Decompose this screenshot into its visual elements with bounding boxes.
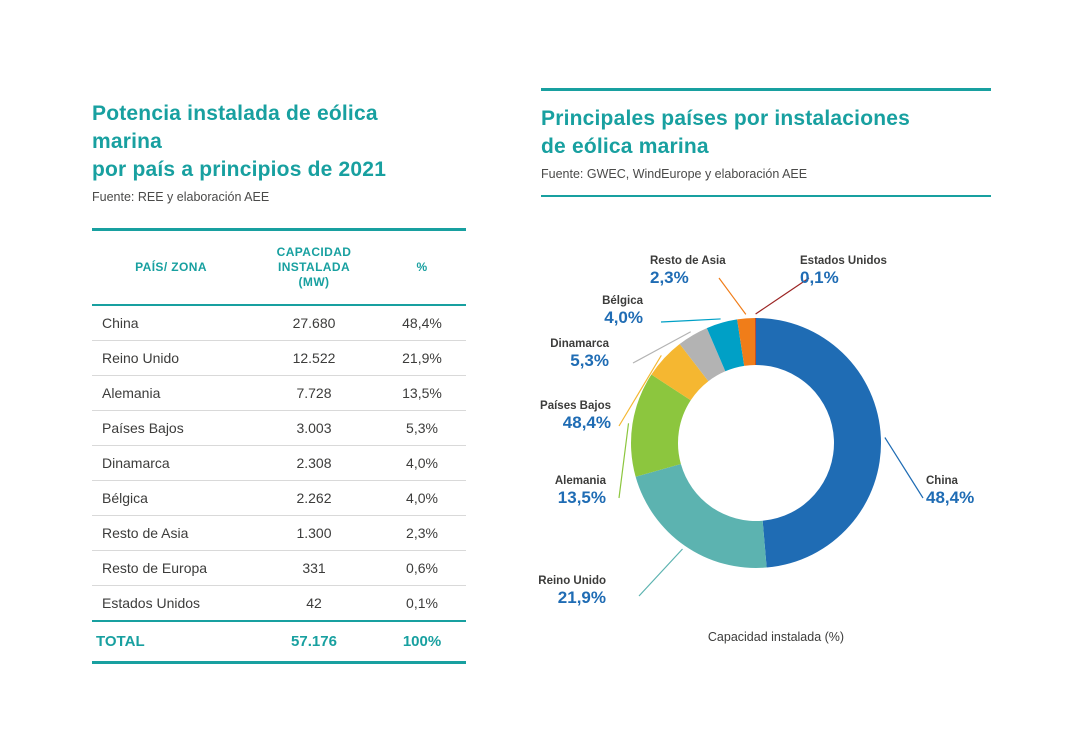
slice-label-alemania <box>461 475 606 507</box>
slice-label-china <box>926 475 974 507</box>
table-row <box>92 376 466 411</box>
slice-label-value: 0,1% <box>800 268 839 288</box>
slice-label-name: Bélgica <box>602 295 643 307</box>
cell-country: China <box>92 305 250 341</box>
chart-title-line-2: de eólica marina <box>541 135 709 158</box>
slice-label-belgica <box>521 295 643 327</box>
cell-capacity: 2.308 <box>250 446 378 481</box>
slice-label-reino-unido <box>501 575 606 607</box>
chart-source-note: Fuente: GWEC, WindEurope y elaboración AEE <box>541 167 808 181</box>
slice-label-name: Países Bajos <box>540 400 611 412</box>
slice-label-name: Alemania <box>554 475 606 487</box>
table-header-row <box>92 230 466 306</box>
column-header-capacity-line-2: INSTALADA <box>277 260 351 274</box>
cell-percent: 4,0% <box>378 481 466 516</box>
table-row <box>92 411 466 446</box>
cell-capacity: 3.003 <box>250 411 378 446</box>
leader-line <box>885 438 923 498</box>
slice-label-value: 4,0% <box>604 308 643 328</box>
cell-percent: 2,3% <box>378 516 466 551</box>
slice-label-value: 48,4% <box>926 488 975 508</box>
slice-label-value: 5,3% <box>570 351 609 371</box>
slice-label-value: 48,4% <box>562 413 611 433</box>
table-row <box>92 586 466 622</box>
divider-top <box>541 88 991 91</box>
cell-capacity: 331 <box>250 551 378 586</box>
divider-bottom <box>541 195 991 197</box>
cell-total-label: TOTAL <box>92 621 250 663</box>
cell-country: Dinamarca <box>92 446 250 481</box>
table-total-row <box>92 621 466 663</box>
slice-label-name: China <box>926 475 958 487</box>
column-header-capacity <box>250 230 378 306</box>
leader-line <box>661 319 721 322</box>
table-source-note: Fuente: REE y elaboración AEE <box>92 190 270 204</box>
column-header-capacity-line-3: (MW) <box>298 275 330 289</box>
cell-percent: 21,9% <box>378 341 466 376</box>
slice-label-value: 2,3% <box>650 268 689 288</box>
table-row <box>92 481 466 516</box>
slice-label-value: 21,9% <box>557 588 606 608</box>
chart-title-line-1: Principales países por instalaciones <box>541 107 911 130</box>
cell-percent: 0,6% <box>378 551 466 586</box>
page-title-line-2: por país a principios de 2021 <box>92 158 387 181</box>
slice-label-dinamarca <box>479 338 609 370</box>
cell-country: Alemania <box>92 376 250 411</box>
slice-label-paises-bajos <box>461 400 611 432</box>
table-row <box>92 446 466 481</box>
cell-percent: 5,3% <box>378 411 466 446</box>
chart-title <box>541 105 1011 161</box>
capacity-table <box>92 228 466 664</box>
slice-label-name: Estados Unidos <box>800 255 887 267</box>
chart-caption: Capacidad instalada (%) <box>707 630 845 644</box>
cell-capacity: 12.522 <box>250 341 378 376</box>
cell-country: Estados Unidos <box>92 586 250 622</box>
table-row <box>92 516 466 551</box>
leader-line <box>639 549 683 596</box>
cell-country: Reino Unido <box>92 341 250 376</box>
cell-capacity: 42 <box>250 586 378 622</box>
leader-line <box>619 423 629 498</box>
cell-total-percent: 100% <box>378 621 466 663</box>
donut-slice <box>756 318 881 568</box>
page-title-line-1: Potencia instalada de eólica marina <box>92 102 378 153</box>
column-header-capacity-line-1: CAPACIDAD <box>276 245 352 259</box>
table-row <box>92 341 466 376</box>
cell-percent: 0,1% <box>378 586 466 622</box>
cell-capacity: 7.728 <box>250 376 378 411</box>
cell-country: Resto de Asia <box>92 516 250 551</box>
donut-slice <box>636 464 767 568</box>
slice-label-name: Resto de Asia <box>650 255 726 267</box>
slice-label-value: 13,5% <box>557 488 606 508</box>
cell-capacity: 27.680 <box>250 305 378 341</box>
cell-total-capacity: 57.176 <box>250 621 378 663</box>
table-row <box>92 551 466 586</box>
donut-chart-svg <box>541 230 1011 650</box>
slice-label-estados-unidos <box>800 255 887 287</box>
cell-country: Países Bajos <box>92 411 250 446</box>
page-title <box>92 100 452 184</box>
capacity-table-body <box>92 305 466 663</box>
cell-country: Resto de Europa <box>92 551 250 586</box>
donut-chart-panel <box>541 88 1011 197</box>
column-header-percent: % <box>416 260 428 274</box>
slice-label-name: Dinamarca <box>550 338 609 350</box>
slice-label-resto-de-asia <box>650 255 726 287</box>
cell-percent: 13,5% <box>378 376 466 411</box>
slice-label-name: Reino Unido <box>538 575 606 587</box>
cell-capacity: 1.300 <box>250 516 378 551</box>
donut-chart <box>538 230 1011 650</box>
cell-percent: 48,4% <box>378 305 466 341</box>
cell-percent: 4,0% <box>378 446 466 481</box>
column-header-country: PAÍS/ ZONA <box>135 260 207 274</box>
cell-capacity: 2.262 <box>250 481 378 516</box>
installed-capacity-table-panel <box>92 100 452 664</box>
table-row <box>92 305 466 341</box>
cell-country: Bélgica <box>92 481 250 516</box>
